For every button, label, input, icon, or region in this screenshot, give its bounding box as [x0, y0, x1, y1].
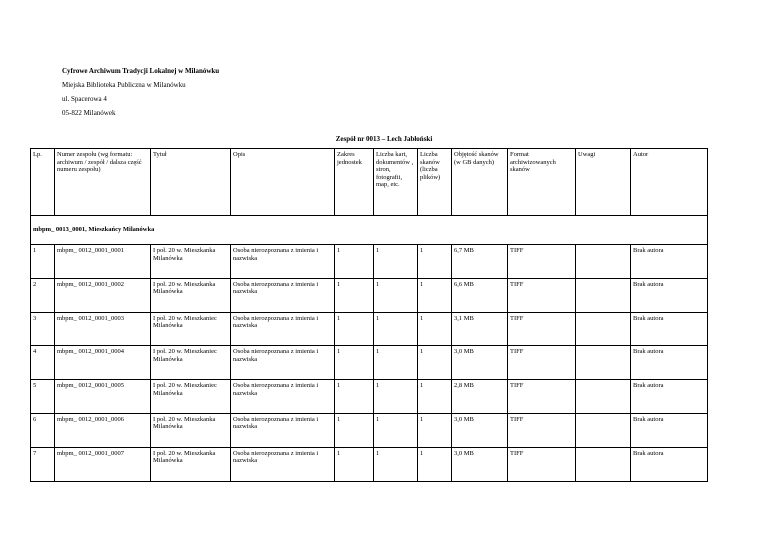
table-cell: 7: [31, 447, 55, 481]
table-cell: TIFF: [508, 380, 576, 414]
column-header: Liczba skanów (liczba plików): [418, 149, 452, 216]
table-cell: TIFF: [508, 447, 576, 481]
table-row: [31, 346, 708, 380]
table-cell: 6: [31, 413, 55, 447]
table-cell: [576, 278, 631, 312]
table-cell: 1: [374, 278, 418, 312]
table-cell: 3,0 MB: [452, 413, 508, 447]
table-row: [31, 278, 708, 312]
table-cell: TIFF: [508, 278, 576, 312]
table-cell: 1: [418, 245, 452, 279]
table-cell: 1: [418, 447, 452, 481]
column-header: Tytuł: [151, 149, 231, 216]
table-cell: TIFF: [508, 245, 576, 279]
table-cell: 1: [335, 278, 374, 312]
table-cell: 1: [418, 380, 452, 414]
table-cell: TIFF: [508, 346, 576, 380]
table-cell: Osoba nierozpoznana z imienia i nazwiska: [231, 312, 335, 346]
table-cell: 2: [31, 278, 55, 312]
table-cell: mbpm_ 0012_0001_0002: [55, 278, 151, 312]
group-label: mbpm_ 0013_0001, Mieszkańcy Milanówka: [31, 216, 708, 245]
table-cell: Brak autora: [631, 278, 708, 312]
table-cell: 2,8 MB: [452, 380, 508, 414]
table-cell: 3: [31, 312, 55, 346]
table-cell: I poł. 20 w. Mieszkanka Milanówka: [151, 413, 231, 447]
table-cell: [576, 447, 631, 481]
table-cell: 1: [31, 245, 55, 279]
table-header-row: [31, 149, 708, 216]
table-cell: Brak autora: [631, 413, 708, 447]
table-cell: mbpm_ 0012_0001_0005: [55, 380, 151, 414]
column-header: Lp.: [31, 149, 55, 216]
group-row: [31, 216, 708, 245]
table-cell: 1: [374, 447, 418, 481]
address-city: 05-822 Milanówek: [62, 109, 116, 117]
table-cell: 3,0 MB: [452, 346, 508, 380]
table-cell: 1: [418, 312, 452, 346]
table-cell: 1: [418, 278, 452, 312]
column-header: Autor: [631, 149, 708, 216]
table-cell: 4: [31, 346, 55, 380]
table-cell: I poł. 20 w. Mieszkaniec Milanówka: [151, 380, 231, 414]
table-cell: Osoba nierozpoznana z imienia i nazwiska: [231, 245, 335, 279]
table-cell: mbpm_ 0012_0001_0004: [55, 346, 151, 380]
archive-name: Cyfrowe Archiwum Tradycji Lokalnej w Milanówku: [62, 67, 220, 75]
library-name: Miejska Biblioteka Publiczna w Milanówku: [62, 81, 186, 89]
table-cell: 3,1 MB: [452, 312, 508, 346]
column-header: Format archiwizowanych skanów: [508, 149, 576, 216]
table-cell: 1: [374, 380, 418, 414]
table-cell: I poł. 20 w. Mieszkaniec Milanówka: [151, 312, 231, 346]
table-cell: [576, 413, 631, 447]
table-cell: Osoba nierozpoznana z imienia i nazwiska: [231, 413, 335, 447]
table-cell: 1: [374, 413, 418, 447]
table-cell: Osoba nierozpoznana z imienia i nazwiska: [231, 380, 335, 414]
table-cell: 1: [335, 380, 374, 414]
table-cell: 3,0 MB: [452, 447, 508, 481]
table-cell: 1: [418, 413, 452, 447]
table-cell: 1: [374, 346, 418, 380]
table-cell: 1: [335, 447, 374, 481]
table-cell: mbpm_ 0012_0001_0006: [55, 413, 151, 447]
table-cell: I poł. 20 w. Mieszkaniec Milanówka: [151, 346, 231, 380]
table-cell: 1: [374, 245, 418, 279]
table-cell: [576, 245, 631, 279]
table-cell: [576, 380, 631, 414]
table-cell: TIFF: [508, 312, 576, 346]
table-row: [31, 312, 708, 346]
column-header: Zakres jednostek: [335, 149, 374, 216]
column-header: Numer zespołu (wg formatu: archiwum / zespół / dalsza część numeru zespołu): [55, 149, 151, 216]
table-cell: Brak autora: [631, 380, 708, 414]
table-cell: Brak autora: [631, 346, 708, 380]
table-cell: 1: [418, 346, 452, 380]
table-cell: 6,6 MB: [452, 278, 508, 312]
table-cell: 1: [374, 312, 418, 346]
column-header: Uwagi: [576, 149, 631, 216]
table-cell: 1: [335, 245, 374, 279]
table-row: [31, 380, 708, 414]
table-cell: mbpm_ 0012_0001_0003: [55, 312, 151, 346]
table-cell: TIFF: [508, 413, 576, 447]
table-row: [31, 245, 708, 279]
table-cell: Brak autora: [631, 245, 708, 279]
collection-title: Zespół nr 0013 – Lech Jabłoński: [335, 135, 433, 143]
table-row: [31, 447, 708, 481]
column-header: Objętość skanów (w GB danych): [452, 149, 508, 216]
table-cell: I poł. 20 w. Mieszkanka Milanówka: [151, 245, 231, 279]
table-cell: 1: [335, 312, 374, 346]
table-cell: mbpm_ 0012_0001_0001: [55, 245, 151, 279]
address-street: ul. Spacerowa 4: [62, 95, 107, 103]
table-cell: Brak autora: [631, 447, 708, 481]
column-header: Opis: [231, 149, 335, 216]
table-cell: [576, 346, 631, 380]
table-cell: I poł. 20 w. Mieszkanka Milanówka: [151, 447, 231, 481]
table-cell: Osoba nierozpoznana z imienia i nazwiska: [231, 278, 335, 312]
table-row: [31, 413, 708, 447]
inventory-table: [30, 148, 708, 482]
table-cell: Brak autora: [631, 312, 708, 346]
table-cell: 6,7 MB: [452, 245, 508, 279]
table-cell: mbpm_ 0012_0001_0007: [55, 447, 151, 481]
table-cell: 1: [335, 346, 374, 380]
table-cell: I poł. 20 w. Mieszkanka Milanówka: [151, 278, 231, 312]
column-header: Liczba kart, dokumentów , stron, fotografii, map, etc.: [374, 149, 418, 216]
table-cell: Osoba nierozpoznana z imienia i nazwiska: [231, 346, 335, 380]
table-cell: Osoba nierozpoznana z imienia i nazwiska: [231, 447, 335, 481]
table-cell: 1: [335, 413, 374, 447]
table-cell: 5: [31, 380, 55, 414]
table-cell: [576, 312, 631, 346]
